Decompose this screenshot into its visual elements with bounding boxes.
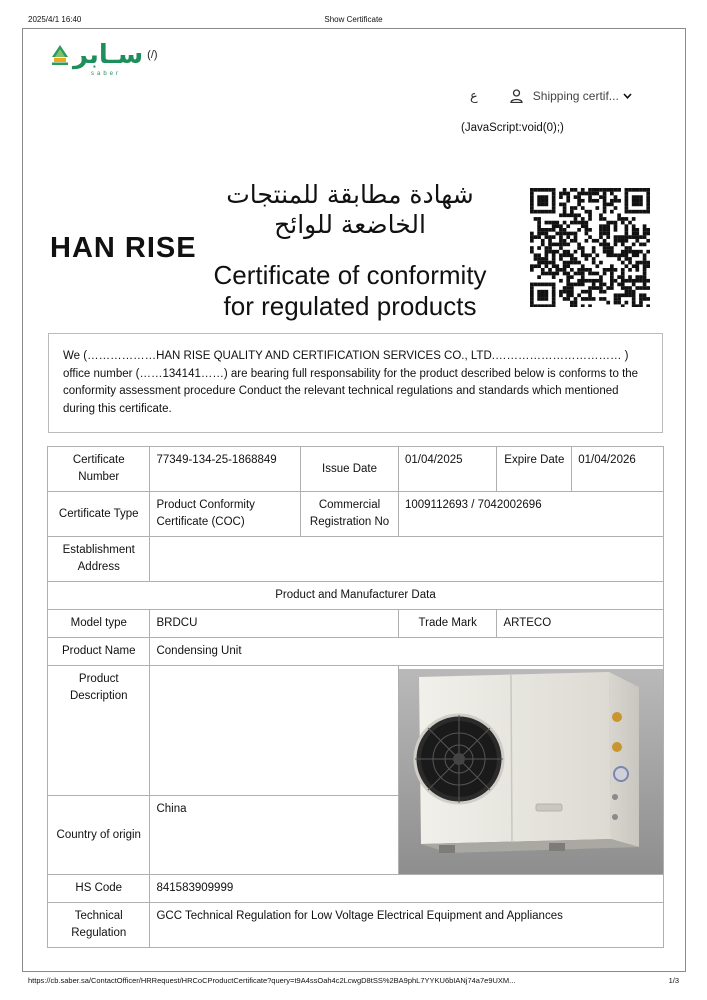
technical-regulation-value: GCC Technical Regulation for Low Voltage Electrical Equipment and Appliances <box>150 903 664 948</box>
language-toggle[interactable]: ع <box>470 88 478 103</box>
issuer-brand-logo: HAN RISE <box>50 232 197 264</box>
table-row <box>48 610 664 638</box>
technical-regulation-label: Technical Regulation <box>48 903 150 948</box>
certificate-title-arabic <box>200 180 500 240</box>
issue-date-label: Issue Date <box>301 447 399 492</box>
javascript-link[interactable]: (JavaScript:void(0);) <box>461 122 564 134</box>
trade-mark-label: Trade Mark <box>398 610 497 638</box>
chevron-down-icon[interactable] <box>623 93 632 99</box>
saber-logo-text <box>73 40 144 77</box>
certificate-number-value: 77349-134-25-1868849 <box>150 447 301 492</box>
table-row <box>48 875 664 903</box>
title-ar-line2: الخاضعة للوائح <box>274 210 426 239</box>
title-en-line1: Certificate of conformity <box>213 260 487 290</box>
table-row <box>48 537 664 582</box>
saber-logo-icon <box>50 44 70 66</box>
certificate-type-label: Certificate Type <box>48 492 150 537</box>
product-name-value: Condensing Unit <box>150 638 664 666</box>
top-nav <box>470 88 632 104</box>
table-row <box>48 447 664 492</box>
responsibility-statement: We (………………HAN RISE QUALITY AND CERTIFICATION SERVICES CO., LTD.…………………………… ) office number (……134141……) are bearing full responsability for the product described below is conforms to the conformity assessment procedure Conduct the relevant technical regulations and standards which mentioned during this certificate. <box>48 333 663 433</box>
saber-logo-latin: saber <box>91 71 122 77</box>
user-menu-label[interactable]: Shipping certif... <box>532 89 619 103</box>
table-row <box>48 582 664 610</box>
trade-mark-value: ARTECO <box>497 610 664 638</box>
country-of-origin-value: China <box>150 796 398 875</box>
qr-code <box>530 188 650 307</box>
title-ar-line1: شهادة مطابقة للمنتجات <box>226 180 474 209</box>
establishment-address-label: Establishment Address <box>48 537 150 582</box>
table-row <box>48 666 664 796</box>
product-name-label: Product Name <box>48 638 150 666</box>
certificate-title-english <box>200 260 500 322</box>
section-header: Product and Manufacturer Data <box>48 582 664 610</box>
print-timestamp: 2025/4/1 16:40 <box>28 15 82 24</box>
footer-page-number: 1/3 <box>668 976 679 985</box>
commercial-registration-label: Commercial Registration No <box>301 492 399 537</box>
commercial-registration-value: 1009112693 / 7042002696 <box>398 492 663 537</box>
user-icon <box>510 89 523 103</box>
table-row <box>48 638 664 666</box>
establishment-address-value <box>150 537 664 582</box>
home-link[interactable]: (/) <box>147 49 158 61</box>
saber-logo-arabic: سـابر <box>73 40 144 70</box>
certificate-type-value: Product Conformity Certificate (COC) <box>150 492 301 537</box>
table-row <box>48 903 664 948</box>
hs-code-value: 841583909999 <box>150 875 664 903</box>
expire-date-value: 01/04/2026 <box>572 447 664 492</box>
footer-url: https://cb.saber.sa/ContactOfficer/HRRequest/HRCoCProductCertificate?query=t9A4ssOah4c2LcwgD8tSS%2BA9phL7YYKU6bIANj74a7e9UXM... <box>28 976 516 985</box>
model-type-value: BRDCU <box>150 610 398 638</box>
product-description-value <box>150 666 398 796</box>
issue-date-value: 01/04/2025 <box>398 447 497 492</box>
certificate-number-label: Certificate Number <box>48 447 150 492</box>
country-of-origin-label: Country of origin <box>48 796 150 875</box>
print-page-title: Show Certificate <box>324 15 383 24</box>
product-photo <box>399 669 663 874</box>
certificate-table <box>47 446 664 948</box>
product-description-label: Product Description <box>48 666 150 796</box>
title-en-line2: for regulated products <box>223 291 477 321</box>
saber-logo[interactable] <box>50 40 158 77</box>
expire-date-label: Expire Date <box>497 447 572 492</box>
hs-code-label: HS Code <box>48 875 150 903</box>
model-type-label: Model type <box>48 610 150 638</box>
product-image-cell <box>398 666 663 875</box>
table-row <box>48 492 664 537</box>
